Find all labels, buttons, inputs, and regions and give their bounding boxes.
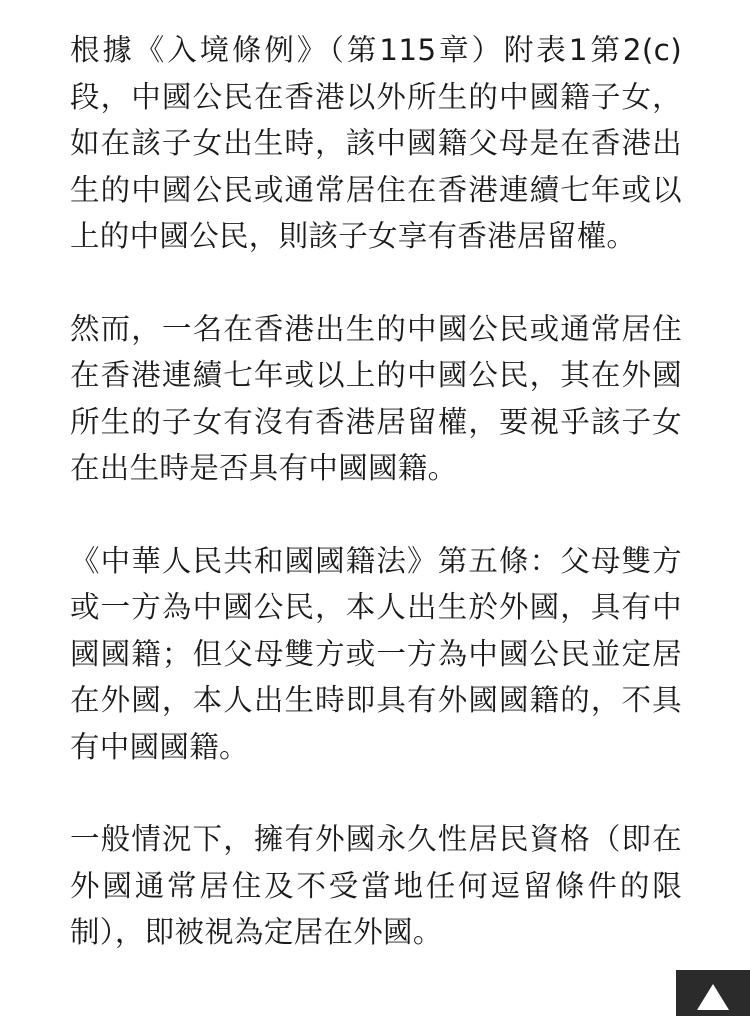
paragraph-right-of-abode: 根據《入境條例》（第115章）附表1第2(c)段，中國公民在香港以外所生的中國籍子女，如在該子女出生時，該中國籍父母是在香港出生的中國公民或通常居住在香港連續七年或以上的中國公民，則該子女享有香港居留權。	[70, 33, 682, 253]
article-body	[70, 27, 682, 1002]
paragraph-settled-abroad: 一般情況下，擁有外國永久性居民資格（即在外國通常居住及不受當地任何逗留條件的限制），即被視為定居在外國。	[70, 822, 682, 949]
paragraph-foreign-born-children: 然而，一名在香港出生的中國公民或通常居住在香港連續七年或以上的中國公民，其在外國所生的子女有沒有香港居留權，要視乎該子女在出生時是否具有中國國籍。	[70, 311, 682, 485]
paragraph-nationality-law-article-5: 《中華人民共和國國籍法》第五條：父母雙方或一方為中國公民，本人出生於外國，具有中國國籍；但父母雙方或一方為中國公民並定居在外國，本人出生時即具有外國國籍的，不具有中國國籍。	[70, 543, 682, 764]
scroll-to-top-button[interactable]	[676, 970, 750, 1016]
up-arrow-icon	[697, 984, 729, 1010]
